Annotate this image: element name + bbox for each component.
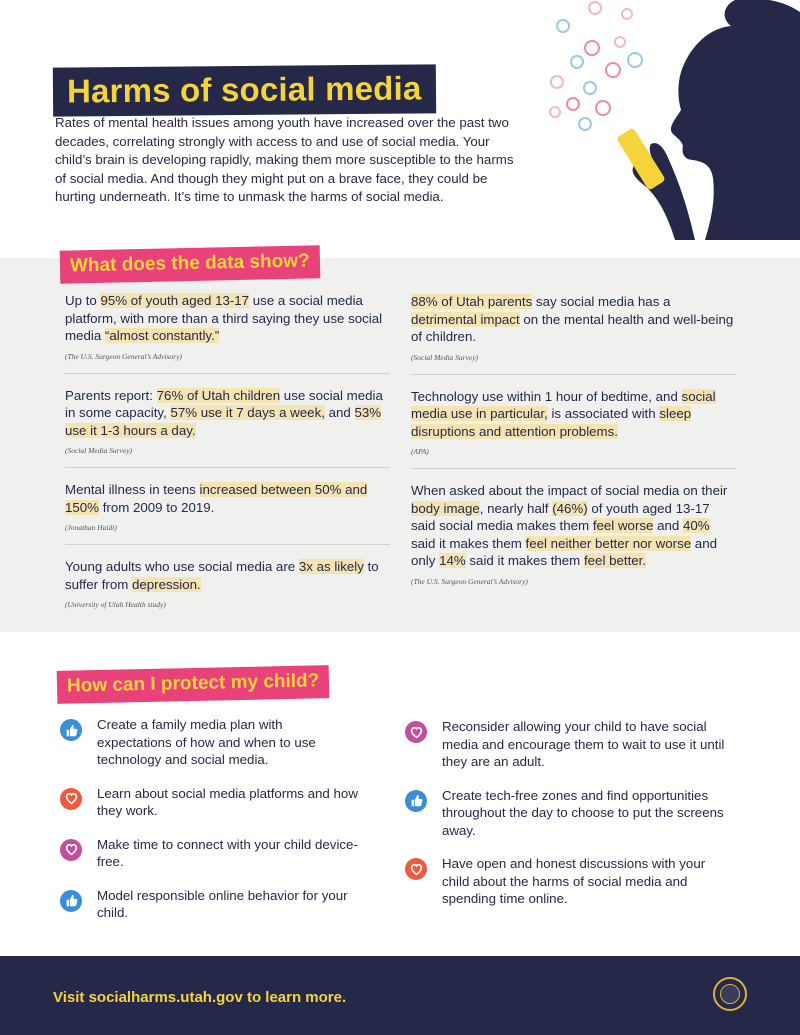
stat-text-segment: Up to [65,293,101,308]
highlighted-stat: 76% of Utah children [156,387,281,403]
highlighted-stat: 53% use it 1-3 hours a day. [65,405,382,438]
tip-text: Make time to connect with your child device-free. [97,836,358,869]
stat-source: (APA) [411,447,429,456]
stat-block [65,387,390,456]
tip-item [405,855,735,908]
tip-text: Have open and honest discussions with your child about the harms of social media and spending time online. [442,856,706,906]
stat-text-segment: When asked about the impact of social media on their [411,483,728,498]
stat-source: (Social Media Survey) [411,352,479,362]
highlighted-stat: 3x as likely [298,559,364,574]
stat-divider [411,374,736,375]
stat-text-segment: on the mental health and well-being of children. [411,311,734,344]
tips-column-left [60,716,360,938]
stat-text-segment: Young adults who use social media are [65,559,299,574]
stat-source: (Jonathan Haidt) [65,523,117,532]
footer-link-text[interactable]: Visit socialharms.utah.gov to learn more. [53,989,347,1006]
stat-text [65,387,390,440]
highlighted-stat: feel neither better nor worse [525,535,692,551]
highlighted-stat: feel better. [583,553,647,568]
stat-text-segment: use social media in some capacity, [65,387,383,420]
tip-item [405,718,735,771]
highlighted-stat: detrimental impact [411,311,520,327]
stat-text-segment: Mental illness in teens [65,482,200,497]
highlighted-stat: 40% [683,518,710,533]
stat-text-segment: use a social media platform, with more than a third saying they use social media [65,293,383,343]
stat-block [411,482,736,586]
utah-seal-icon [713,977,747,1011]
footer [0,956,800,1035]
highlighted-stat: 88% of Utah parents [411,294,533,309]
stat-text [65,481,390,516]
stat-text-segment: said it makes them [411,535,526,551]
stat-text-segment: Technology use within 1 hour of bedtime, and [411,388,682,404]
stat-text [411,293,736,346]
tip-text: Create tech-free zones and find opportunities throughout the day to choose to put the screens away. [442,787,724,838]
tip-text: Create a family media plan with expectations of how and when to use technology and social media. [97,717,316,767]
thumbs-up-icon [60,890,82,912]
stat-text-segment: is associated with [547,406,660,421]
highlighted-stat: increased between 50% and 150% [65,482,368,515]
heart-icon [405,721,427,743]
highlighted-stat: (46%) [552,500,588,516]
highlighted-stat: 95% of youth aged 13-17 [100,293,250,308]
stat-text-segment: Parents report: [65,387,157,403]
tips-column-right [405,718,735,924]
highlighted-stat: 14% [439,553,466,568]
tip-item [60,836,360,871]
stat-text [411,482,736,570]
heart-icon [60,839,82,861]
highlighted-stat: sleep disruptions and attention problems. [411,406,692,439]
stat-block [411,293,736,362]
tip-text: Learn about social media platforms and how they work. [97,785,358,818]
stat-source: (The U.S. Surgeon General’s Advisory) [65,351,182,361]
thumbs-up-icon [60,719,82,741]
stat-block [411,388,736,457]
data-column-right [411,293,736,586]
tip-item [405,787,735,840]
stat-divider [65,373,390,374]
tip-item [60,716,360,769]
data-section-heading: What does the data show? [60,245,320,283]
stat-text-segment: and [653,518,683,533]
stat-text-segment: of youth aged 13-17 said social media makes them [411,500,710,533]
stat-block [65,481,390,532]
tip-item [60,887,360,922]
highlighted-stat: body image [411,500,480,516]
stat-text-segment: to suffer from [65,559,379,592]
stat-source: (The U.S. Surgeon General’s Advisory) [411,576,528,586]
thumbs-up-icon [405,790,427,812]
tip-text: Model responsible online behavior for your child. [97,887,348,920]
stat-source: (University of Utah Health study) [65,600,166,609]
stat-block [65,292,390,361]
heart-icon [405,858,427,880]
heart-icon [60,788,82,810]
page-title: Harms of social media [53,64,436,116]
intro-paragraph: Rates of mental health issues among youth have increased over the past two decades, correlating strongly with access to and use of social media. Your child’s brain is developing rapidly, making them more susceptible to the harms of social media. And though they might put on a brave face, they could be hurting underneath. It’s time to unmask the harms of social media. [55,115,514,204]
stat-divider [65,544,390,545]
highlighted-stat: feel worse [592,518,654,533]
stat-divider [65,467,390,468]
tip-text: Reconsider allowing your child to have social media and encourage them to wait to use it until they are an adult. [442,719,725,769]
data-column-left [65,292,390,609]
stat-block [65,558,390,609]
stat-text [411,388,736,441]
stat-divider [411,468,736,469]
stat-text [65,558,390,593]
protect-section-heading: How can I protect my child? [57,665,330,704]
page-title-banner [53,66,436,115]
stat-text-segment: say social media has a [532,294,671,309]
tip-item [60,785,360,820]
stat-text-segment: , nearly half [479,500,553,516]
stat-text-segment: from 2009 to 2019. [99,499,215,515]
highlighted-stat: depression. [132,576,201,592]
stat-text-segment: said it makes them [465,553,584,568]
highlighted-stat: social media use in particular, [411,388,716,421]
stat-text [65,292,390,345]
stat-text-segment: and [324,405,355,420]
girl-with-phone-illustration [535,0,800,240]
highlighted-stat: “almost constantly.” [104,328,220,343]
highlighted-stat: 57% use it 7 days a week, [170,405,325,420]
stat-text-segment: and only [411,535,717,568]
stat-source: (Social Media Survey) [65,446,133,455]
